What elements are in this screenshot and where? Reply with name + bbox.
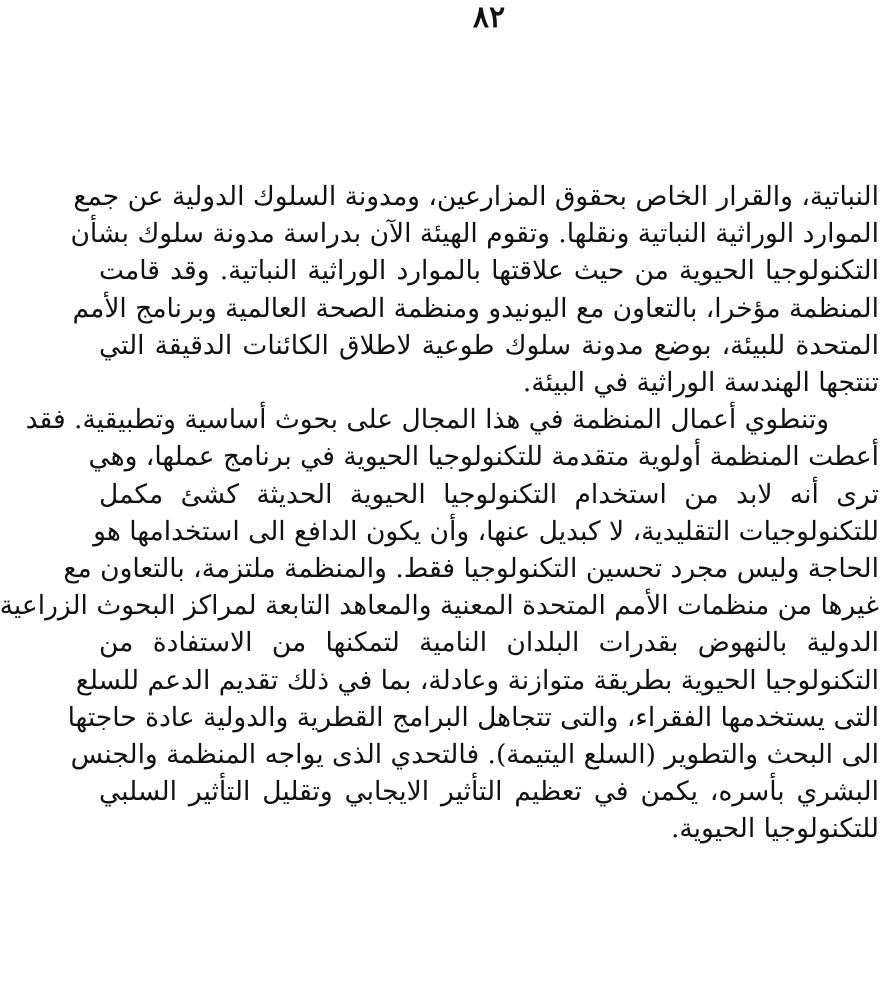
text-line: غيرها من منظمات الأمم المتحدة المعنية والمعاهد التابعة لمراكز البحوث الزراعية <box>0 590 879 622</box>
text-line: الدولية بالنهوض بقدرات البلدان النامية لتمكنها من الاستفادة من <box>99 627 879 659</box>
text-line: النباتية، والقرار الخاص بحقوق المزارعين، ومدونة السلوك الدولية عن جمع <box>73 181 879 212</box>
text-line: المنظمة مؤخرا، بالتعاون مع اليونيدو ومنظمة الصحة العالمية وبرنامج الأمم <box>72 292 879 324</box>
text-line: التكنولوجيا الحيوية بطريقة متوازنة وعادلة، بما في ذلك تقديم الدعم للسلع <box>75 664 879 696</box>
text-line: أعطت المنظمة أولوية متقدمة للتكنولوجيا الحيوية في برنامج عملها، وهي <box>88 441 879 473</box>
paragraph <box>0 401 879 847</box>
text-line: البشري بأسره، يكمن في تعظيم التأثير الايجابي وتقليل التأثير السلبي <box>99 776 879 808</box>
body-text <box>0 178 879 848</box>
paragraph <box>70 178 879 401</box>
text-line: تنتجها الهندسة الوراثية في البيئة. <box>522 367 879 399</box>
text-line: الحاجة وليس مجرد تحسين التكنولوجيا فقط. والمنظمة ملتزمة، بالتعاون مع <box>63 553 879 585</box>
text-line: للتكنولوجيات التقليدية، لا كبديل عنها، وأن يكون الدافع الى استخدامها هو <box>93 515 879 547</box>
text-line: المتحدة للبيئة، بوضع مدونة سلوك طوعية لاطلاق الكائنات الدقيقة التي <box>99 329 879 361</box>
text-line: الموارد الوراثية النباتية ونقلها. وتقوم الهيئة الآن بدراسة مدونة سلوك بشأن <box>70 218 879 250</box>
page-number: ٨٢ <box>472 0 506 35</box>
text-line: التكنولوجيا الحيوية من حيث علاقتها بالموارد الوراثية النباتية. وقد قامت <box>99 255 879 287</box>
text-line: وتنطوي أعمال المنظمة في هذا المجال على بحوث أساسية وتطبيقية. فقد <box>25 404 829 436</box>
text-line: التى يستخدمها الفقراء، والتى تتجاهل البرامج القطرية والدولية عادة حاجتها <box>67 701 879 733</box>
text-line: ترى أنه لابد من استخدام التكنولوجيا الحيوية الحديثة كشئ مكمل <box>99 478 879 510</box>
text-line: للتكنولوجيا الحيوية. <box>670 813 879 845</box>
text-line: الى البحث والتطوير (السلع اليتيمة). فالتحدي الذى يواجه المنظمة والجنس <box>70 739 879 771</box>
